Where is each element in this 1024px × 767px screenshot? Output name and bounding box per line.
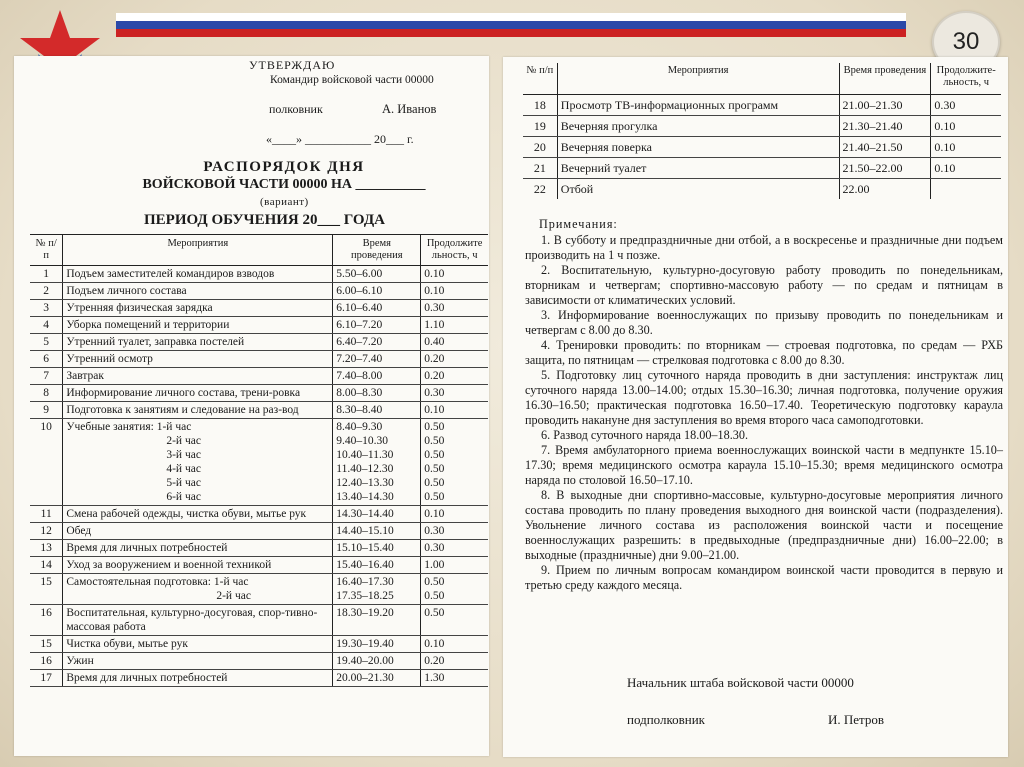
subline-label: 6-й час bbox=[166, 491, 201, 503]
row-number: 17 bbox=[30, 670, 63, 687]
header-no: № п/п bbox=[30, 235, 63, 266]
row-duration: 0.30 bbox=[421, 385, 488, 402]
row-number: 9 bbox=[30, 402, 63, 419]
row-activity: Вечерний туалет bbox=[557, 158, 839, 179]
row-number: 16 bbox=[30, 653, 63, 670]
row-activity: Вечерняя прогулка bbox=[557, 116, 839, 137]
subline-label: 3-й час bbox=[166, 449, 201, 461]
subline-label: Самостоятельная подготовка: 1-й час bbox=[66, 576, 249, 588]
row-number: 16 bbox=[30, 605, 63, 636]
row-number: 21 bbox=[523, 158, 557, 179]
table-row bbox=[30, 385, 488, 402]
row-time: 21.30–21.40 bbox=[839, 116, 931, 137]
row-time: 19.30–19.40 bbox=[333, 636, 421, 653]
table-row bbox=[30, 540, 488, 557]
row-activity: Чистка обуви, мытье рук bbox=[63, 636, 333, 653]
subline-duration: 0.50 bbox=[424, 463, 445, 475]
row-duration: 0.50 bbox=[421, 605, 488, 636]
table-row bbox=[30, 605, 488, 636]
row-time: 14.30–14.40 bbox=[333, 506, 421, 523]
document-title bbox=[104, 159, 464, 193]
table-row bbox=[30, 283, 488, 300]
row-number: 10 bbox=[30, 419, 63, 506]
subline-time: 9.40–10.30 bbox=[336, 435, 389, 447]
row-activity bbox=[63, 419, 333, 506]
note-item: 2. Воспитательную, культурно-досуговую работу проводить по понедельникам, вторникам и четвергам; спортивно-массовую работу — по средам и пятницам в зависимости от климатических условий. bbox=[525, 263, 1003, 307]
row-activity: Время для личных потребностей bbox=[63, 540, 333, 557]
subline-time: 11.40–12.30 bbox=[336, 463, 394, 475]
row-duration: 0.10 bbox=[421, 506, 488, 523]
title-line-2: ВОЙСКОВОЙ ЧАСТИ 00000 НА __________ bbox=[142, 177, 426, 192]
row-number: 6 bbox=[30, 351, 63, 368]
row-activity: Обед bbox=[63, 523, 333, 540]
row-duration: 0.20 bbox=[421, 351, 488, 368]
row-number: 22 bbox=[533, 182, 546, 196]
subline-duration: 0.50 bbox=[424, 590, 445, 602]
row-activity: Время для личных потребностей bbox=[63, 670, 333, 687]
subline-time: 12.40–13.30 bbox=[336, 477, 394, 489]
note-item: 8. В выходные дни спортивно-массовые, культурно-досуговые мероприятия личного состава проводить по плану проведения выходного дня воинской части (подразделения). Увольнение личного состава из расположения воинской части и посещение военнослужащих разрешить: в предвыходные (предпраздничные дни) 16.00–22.00; в выходные (праздничные) дни 9.00–21.00. bbox=[525, 488, 1003, 562]
notes-heading: Примечания: bbox=[539, 217, 618, 231]
header-duration: Продолжите- льность, ч bbox=[931, 63, 1001, 95]
row-time: 6.10–6.40 bbox=[333, 300, 421, 317]
table-row bbox=[30, 523, 488, 540]
subline-label: 5-й час bbox=[166, 477, 201, 489]
table-row bbox=[30, 402, 488, 419]
subline-label: 4-й час bbox=[166, 463, 201, 475]
row-duration: 0.20 bbox=[421, 653, 488, 670]
table-row bbox=[30, 334, 488, 351]
header-activity: Мероприятия bbox=[557, 63, 839, 95]
row-time: 7.40–8.00 bbox=[333, 368, 421, 385]
header-time: Время проведения bbox=[333, 235, 421, 266]
row-duration: 0.10 bbox=[421, 402, 488, 419]
row-number: 8 bbox=[30, 385, 63, 402]
table-row bbox=[30, 266, 488, 283]
row-duration: 1.10 bbox=[421, 317, 488, 334]
row-duration: 0.40 bbox=[421, 334, 488, 351]
table-row bbox=[30, 419, 488, 506]
row-number: 20 bbox=[523, 137, 557, 158]
row-number: 13 bbox=[30, 540, 63, 557]
row-time bbox=[333, 419, 421, 506]
row-time: 5.50–6.00 bbox=[333, 266, 421, 283]
note-item: 4. Тренировки проводить: по вторникам — строевая подготовка, по средам — РХБ защита, по пятницам — стрелковая подготовка с 8.00 до 8.30. bbox=[525, 338, 1003, 367]
subline-time: 13.40–14.30 bbox=[336, 491, 394, 503]
row-duration: 0.10 bbox=[421, 266, 488, 283]
table-row bbox=[523, 95, 1001, 116]
row-number: 12 bbox=[30, 523, 63, 540]
header-duration: Продолжите льность, ч bbox=[421, 235, 488, 266]
subline-duration: 0.50 bbox=[424, 421, 445, 433]
commander-title: Командир войсковой части 00000 bbox=[270, 74, 434, 86]
row-duration bbox=[421, 419, 488, 506]
title-line-1: РАСПОРЯДОК ДНЯ bbox=[203, 159, 365, 175]
subline-time: 16.40–17.30 bbox=[336, 576, 394, 588]
row-activity: Утренний туалет, заправка постелей bbox=[63, 334, 333, 351]
note-item: 6. Развод суточного наряда 18.00–18.30. bbox=[541, 428, 748, 442]
note-item: 1. В субботу и предпраздничные дни отбой, а в воскресенье и праздничные дни подъем производить на 1 ч позже. bbox=[525, 233, 1003, 262]
table-row bbox=[30, 317, 488, 334]
row-activity: Подъем заместителей командиров взводов bbox=[63, 266, 333, 283]
row-duration bbox=[931, 179, 1001, 200]
row-duration bbox=[421, 574, 488, 605]
subline-time: 17.35–18.25 bbox=[336, 590, 394, 602]
row-activity: Подготовка к занятиям и следование на раз-вод bbox=[63, 402, 333, 419]
subline-label: 2-й час bbox=[216, 590, 251, 602]
subline-duration: 0.50 bbox=[424, 435, 445, 447]
header-no: № п/п bbox=[523, 63, 557, 95]
commander-rank: полковник bbox=[269, 102, 323, 116]
tricolor-banner bbox=[116, 13, 906, 37]
row-activity: Ужин bbox=[63, 653, 333, 670]
table-row bbox=[30, 670, 488, 687]
subline-time: 8.40–9.30 bbox=[336, 421, 383, 433]
table-row bbox=[30, 636, 488, 653]
row-activity: Завтрак bbox=[63, 368, 333, 385]
note-item: 7. Время амбулаторного приема военнослужащих воинской части в медпункте 15.10–17.30; время медицинского осмотра караула 15.10–15.30; время медицинского осмотра наряда по столовой 16.50–17.10. bbox=[525, 443, 1003, 487]
row-time: 21.00–21.30 bbox=[839, 95, 931, 116]
table-row bbox=[30, 368, 488, 385]
row-number: 3 bbox=[30, 300, 63, 317]
row-activity: Воспитательная, культурно-досуговая, спор-тивно-массовая работа bbox=[63, 605, 333, 636]
row-time: 15.10–15.40 bbox=[333, 540, 421, 557]
row-number: 14 bbox=[30, 557, 63, 574]
note-item: 5. Подготовку лиц суточного наряда проводить в дни заступления: инструктаж лиц суточного наряда 13.00–14.00; отдых 15.30–16.30; личная подготовка, получение оружия 16.30–16.50; практическая подготовка 16.50–17.40. Теоретическую подготовку караула проводить накануне дня заступления во время второго часа самоподготовки. bbox=[525, 368, 1003, 427]
row-time: 14.40–15.10 bbox=[333, 523, 421, 540]
row-number: 4 bbox=[30, 317, 63, 334]
note-item: 3. Информирование военнослужащих по призыву проводить по понедельникам и четвергам с 8.00 до 8.30. bbox=[525, 308, 1003, 337]
table-row bbox=[30, 506, 488, 523]
row-duration: 1.30 bbox=[421, 670, 488, 687]
subline-label: 2-й час bbox=[166, 435, 201, 447]
row-time: 6.10–7.20 bbox=[333, 317, 421, 334]
row-time: 22.00 bbox=[839, 179, 931, 200]
signature-name: И. Петров bbox=[828, 712, 885, 727]
row-time: 15.40–16.40 bbox=[333, 557, 421, 574]
schedule-table-left bbox=[30, 234, 488, 687]
variant-caption: (вариант) bbox=[260, 196, 309, 208]
row-time bbox=[333, 574, 421, 605]
row-duration: 1.00 bbox=[421, 557, 488, 574]
row-time: 21.40–21.50 bbox=[839, 137, 931, 158]
row-number: 11 bbox=[30, 506, 63, 523]
row-activity: Уборка помещений и территории bbox=[63, 317, 333, 334]
row-duration: 0.10 bbox=[421, 283, 488, 300]
row-duration: 0.10 bbox=[931, 116, 1001, 137]
row-duration: 0.10 bbox=[931, 158, 1001, 179]
row-time: 6.00–6.10 bbox=[333, 283, 421, 300]
subline-duration: 0.50 bbox=[424, 477, 445, 489]
row-number: 15 bbox=[30, 574, 63, 605]
row-duration: 0.30 bbox=[421, 300, 488, 317]
row-activity: Отбой bbox=[557, 179, 839, 200]
subline-time: 10.40–11.30 bbox=[336, 449, 394, 461]
row-number: 18 bbox=[523, 95, 557, 116]
signature-rank: подполковник bbox=[627, 712, 705, 727]
row-activity: Уход за вооружением и военной техникой bbox=[63, 557, 333, 574]
row-duration: 0.30 bbox=[931, 95, 1001, 116]
row-time: 6.40–7.20 bbox=[333, 334, 421, 351]
row-activity: Вечерняя поверка bbox=[557, 137, 839, 158]
table-row bbox=[523, 116, 1001, 137]
row-number: 1 bbox=[30, 266, 63, 283]
row-time: 20.00–21.30 bbox=[333, 670, 421, 687]
table-row bbox=[30, 557, 488, 574]
row-number: 7 bbox=[30, 368, 63, 385]
row-time: 21.50–22.00 bbox=[839, 158, 931, 179]
period-title: ПЕРИОД ОБУЧЕНИЯ 20___ ГОДА bbox=[144, 212, 385, 228]
row-number: 2 bbox=[30, 283, 63, 300]
slide-number: 30 bbox=[932, 11, 1000, 73]
subline-duration: 0.50 bbox=[424, 576, 445, 588]
note-item: 9. Прием по личным вопросам командиром воинской части проводится в первую и третью среду каждого месяца. bbox=[525, 563, 1003, 592]
row-number: 15 bbox=[30, 636, 63, 653]
row-number: 5 bbox=[30, 334, 63, 351]
row-activity bbox=[63, 574, 333, 605]
notes-section bbox=[525, 217, 1003, 593]
row-activity: Информирование личного состава, трени-ровка bbox=[63, 385, 333, 402]
row-activity: Просмотр ТВ-информационных программ bbox=[557, 95, 839, 116]
subline-duration: 0.50 bbox=[424, 449, 445, 461]
approve-label: УТВЕРЖДАЮ bbox=[249, 58, 336, 72]
table-row bbox=[523, 179, 1001, 200]
table-row bbox=[523, 158, 1001, 179]
row-duration: 0.20 bbox=[421, 368, 488, 385]
subline-label: Учебные занятия: 1-й час bbox=[66, 421, 192, 433]
row-number: 19 bbox=[523, 116, 557, 137]
row-time: 7.20–7.40 bbox=[333, 351, 421, 368]
signature-position: Начальник штаба войсковой части 00000 bbox=[627, 675, 854, 690]
row-duration: 0.30 bbox=[421, 540, 488, 557]
table-row bbox=[30, 574, 488, 605]
header-activity: Мероприятия bbox=[63, 235, 333, 266]
row-time: 8.00–8.30 bbox=[333, 385, 421, 402]
row-activity: Смена рабочей одежды, чистка обуви, мытье рук bbox=[63, 506, 333, 523]
row-duration: 0.10 bbox=[931, 137, 1001, 158]
schedule-table-right bbox=[523, 63, 1001, 199]
table-row bbox=[30, 300, 488, 317]
commander-name: А. Иванов bbox=[382, 102, 437, 116]
row-time: 8.30–8.40 bbox=[333, 402, 421, 419]
table-row bbox=[523, 137, 1001, 158]
row-duration: 0.30 bbox=[421, 523, 488, 540]
row-time: 19.40–20.00 bbox=[333, 653, 421, 670]
row-activity: Подъем личного состава bbox=[63, 283, 333, 300]
document-page-right bbox=[503, 57, 1008, 757]
row-activity: Утренняя физическая зарядка bbox=[63, 300, 333, 317]
row-activity: Утренний осмотр bbox=[63, 351, 333, 368]
row-time: 18.30–19.20 bbox=[333, 605, 421, 636]
document-page-left bbox=[14, 56, 489, 756]
header-time: Время проведения bbox=[839, 63, 931, 95]
table-row bbox=[30, 351, 488, 368]
table-row bbox=[30, 653, 488, 670]
row-duration: 0.10 bbox=[421, 636, 488, 653]
subline-duration: 0.50 bbox=[424, 491, 445, 503]
approval-date-line: «____» ___________ 20___ г. bbox=[266, 132, 414, 146]
